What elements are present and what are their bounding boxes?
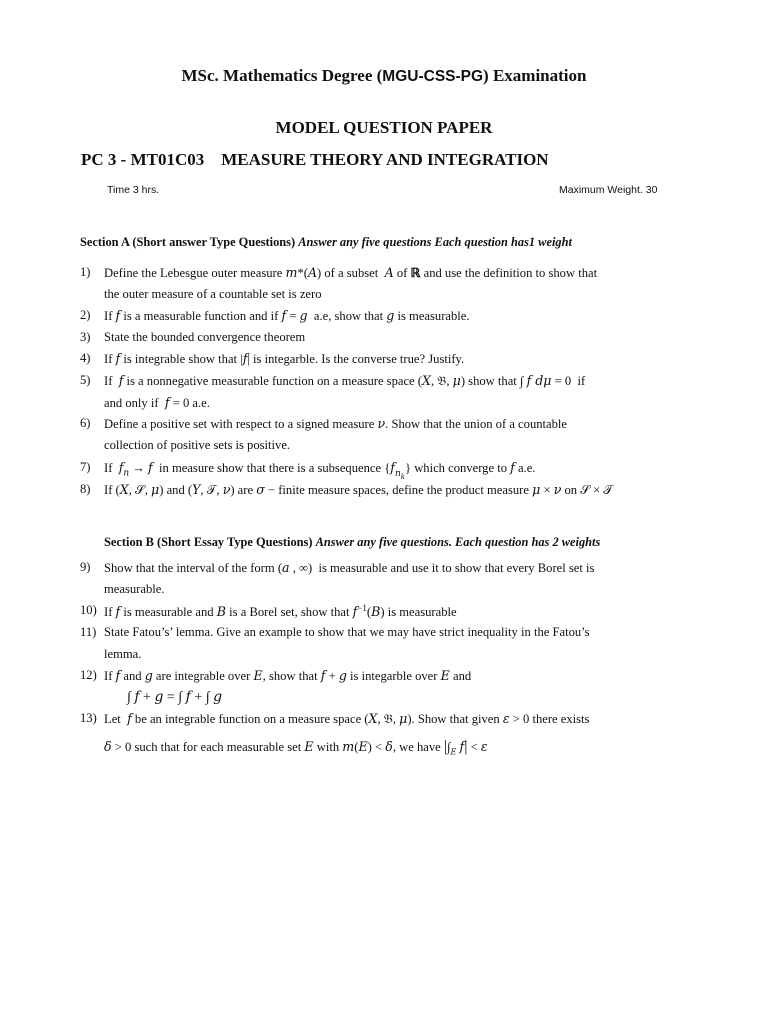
- exam-title: MSc. Mathematics Degree (MGU-CSS-PG) Examination: [181, 66, 587, 85]
- question-text: State the bounded convergence theorem: [104, 330, 306, 344]
- question-text: lemma.: [104, 647, 142, 661]
- question-number: 9): [80, 560, 91, 574]
- question-formula: ∫ f + g = ∫ f + ∫ g: [127, 689, 223, 705]
- question-number: 4): [80, 351, 91, 365]
- section-b-instruction: Answer any five questions. Each question has 2 weights: [315, 535, 601, 549]
- course-code: PC 3 - MT01C03: [81, 150, 205, 169]
- question-number: 2): [80, 308, 91, 322]
- question-text: If (X, 𝒮, μ) and (Y, 𝒯, ν) are σ − finite measure spaces, define the product measure μ × ν on 𝒮 × 𝒯: [104, 482, 614, 497]
- question-number: 13): [80, 711, 97, 725]
- question-text: If f is integrable show that |f| is integarble. Is the converse true? Justify.: [104, 351, 465, 366]
- question-text: If f is a nonnegative measurable function on a measure space (X, 𝔅, μ) show that ∫ f dμ = 0 if: [104, 373, 586, 388]
- question-number: 12): [80, 668, 97, 682]
- question-text: If f is a measurable function and if f = g a.e, show that g is measurable.: [104, 308, 470, 323]
- question-text: collection of positive sets is positive.: [104, 438, 291, 452]
- question-text: Define a positive set with respect to a signed measure ν. Show that the union of a countable: [104, 416, 568, 431]
- course-heading: [81, 150, 549, 170]
- section-a-heading: [80, 235, 572, 250]
- question-text: If f is measurable and B is a Borel set, show that $f^{-1}(B)$ is measurable: [104, 603, 457, 620]
- question-text: measurable.: [104, 582, 165, 596]
- question-number: 5): [80, 373, 91, 387]
- time-allowed: Time 3 hrs.: [107, 184, 160, 196]
- section-b-title: Section B (Short Essay Type Questions): [104, 535, 313, 549]
- question-number: 6): [80, 416, 91, 430]
- question-number: 11): [80, 625, 97, 639]
- question-text: δ > 0 such that for each measurable set E with m(E) < δ, we have $|\int_E$ f| < ε: [104, 738, 488, 757]
- exam-code: MGU-CSS-PG: [382, 68, 484, 85]
- question-text: Let f be an integrable function on a measure space (X, 𝔅, μ). Show that given ε > 0 there exists: [104, 711, 590, 726]
- question-text: Show that the interval of the form (a , ∞) is measurable and use it to show that every Borel set is: [104, 560, 595, 575]
- section-b-heading: [104, 535, 600, 550]
- maximum-weight: Maximum Weight. 30: [559, 184, 658, 196]
- paper-subtitle: MODEL QUESTION PAPER: [275, 118, 493, 137]
- course-title: MEASURE THEORY AND INTEGRATION: [221, 150, 549, 169]
- question-number: 7): [80, 460, 91, 474]
- question-text: Define the Lebesgue outer measure m*(A) of a subset A of ℝ and use the definition to show that: [104, 265, 598, 280]
- question-text: the outer measure of a countable set is zero: [104, 287, 322, 301]
- question-number: 10): [80, 603, 97, 617]
- question-text: If f and g are integrable over E, show that f + g is integarble over E and: [104, 668, 472, 683]
- question-number: 1): [80, 265, 91, 279]
- question-number: 3): [80, 330, 91, 344]
- question-text: If $f_n \to f$ in measure show that there is a subsequence $\{f_{n_k}\}$ which converge to f a.e.: [104, 460, 536, 481]
- question-text: and only if f = 0 a.e.: [104, 395, 210, 410]
- question-text: State Fatou’s’ lemma. Give an example to show that we may have strict inequality in the Fatou’s: [104, 625, 590, 639]
- section-a-instruction: Answer any five questions Each question has1 weight: [298, 235, 572, 249]
- question-number: 8): [80, 482, 91, 496]
- section-a-title: Section A (Short answer Type Questions): [80, 235, 296, 249]
